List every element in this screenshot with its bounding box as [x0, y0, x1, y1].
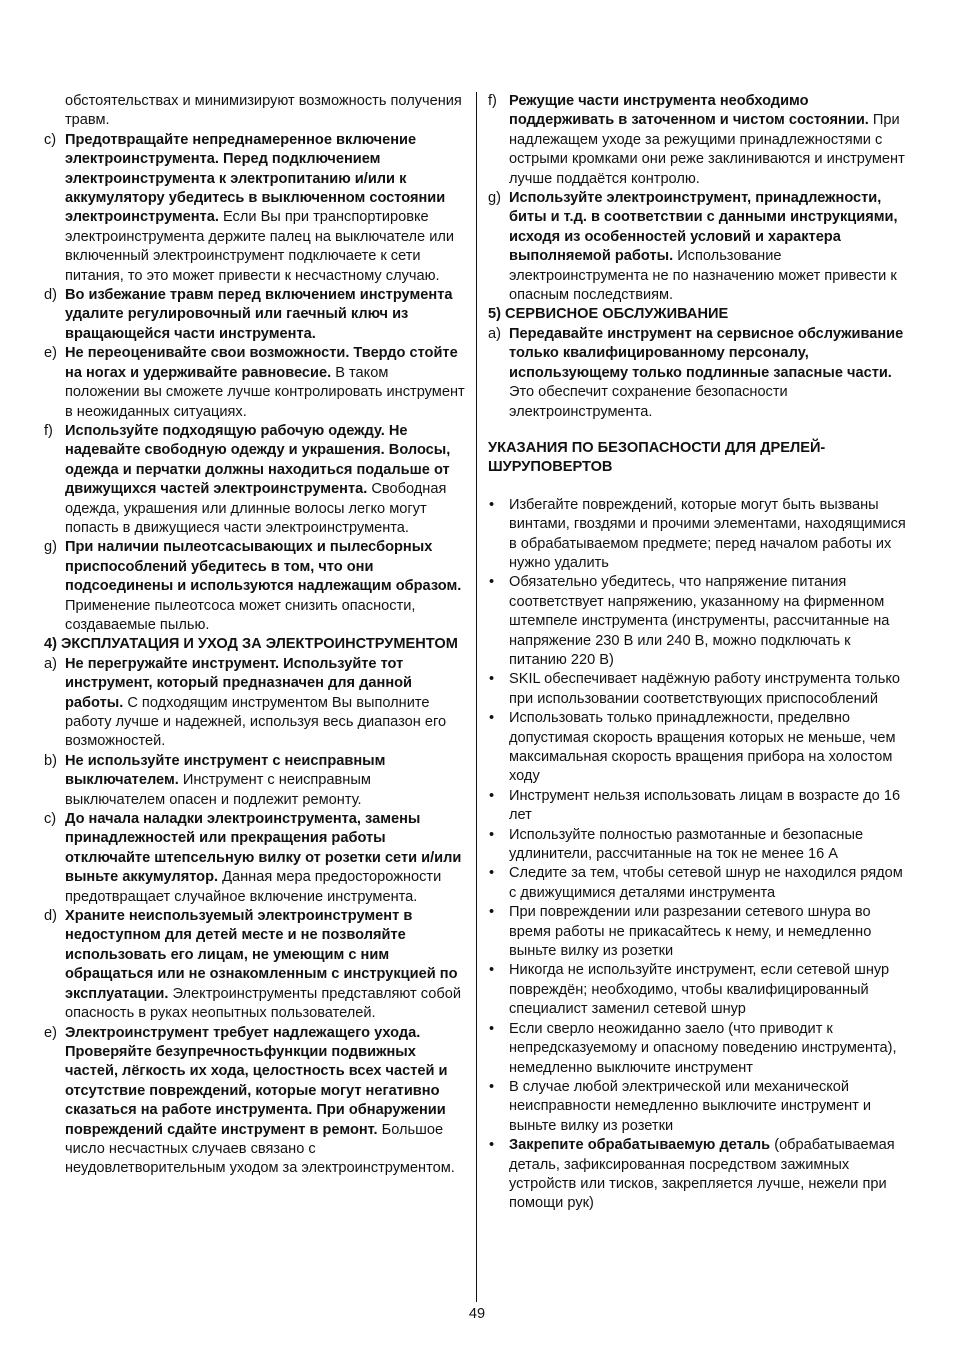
safety-heading: УКАЗАНИЯ ПО БЕЗОПАСНОСТИ ДЛЯ ДРЕЛЕЙ-ШУРУПОВЕРТОВ: [488, 439, 826, 476]
list-item: [44, 810, 466, 907]
list-instructions-section-5: [488, 325, 912, 422]
item-text: Это обеспечит сохранение безопасности электроинструмента.: [509, 384, 788, 420]
list-item: [44, 538, 466, 635]
item-marker: e): [44, 1024, 57, 1041]
list-item: [488, 189, 912, 305]
item-marker: a): [44, 655, 57, 672]
list-item: [44, 907, 466, 1023]
item-marker: c): [44, 131, 57, 148]
item-bold-text: Передавайте инструмент на сервисное обслуживание только квалифицированному персоналу, использующему только подлинные запасные части.: [509, 325, 904, 381]
item-text: (обрабатываемая деталь, зафиксированная посредством зажимных устройств или тисков, закрепляется лучше, нежели при помощи рук): [509, 1137, 895, 1212]
item-marker: d): [44, 908, 57, 925]
item-text: Данная мера предосторожности предотвращает случайное включение инструмента.: [65, 869, 442, 905]
item-bold-text: Электроинструмент требует надлежащего ухода. Проверяйте безупречностьфункции подвижных частей, лёгкость их хода, целостность всех частей и отсутствие повреждений, которые могут негативно сказаться на работе инструмента. При обнаружении повреждений сдайте инструмент в ремонт.: [65, 1024, 448, 1138]
item-bold-text: Используйте подходящую рабочую одежду. Не надевайте свободную одежду и украшения. Волосы, одежда и перчатки должны находиться подальше от движущихся частей электроинструмента.: [65, 422, 451, 498]
bullet-item: [488, 1020, 912, 1078]
item-marker: f): [488, 93, 497, 109]
item-bold-text: Закрепите обрабатываемую деталь: [509, 1137, 771, 1154]
item-bold-text: Режущие части инструмента необходимо поддерживать в заточенном и чистом состоянии.: [509, 93, 869, 129]
list-item: [488, 92, 912, 189]
item-bold-text: Используйте электроинструмент, принадлежности, биты и т.д. в соответствии с данными инструкциями, исходя из особенностей условий и характера выполняемой работы.: [509, 190, 898, 265]
item-marker: f): [44, 422, 53, 439]
item-text: Следите за тем, чтобы сетевой шнур не находился рядом с движущимися деталями инструмента: [509, 865, 903, 901]
item-text: При повреждении или разрезании сетевого шнура во время работы не прикасайтесь к нему, и немедленно выньте вилку из розетки: [509, 904, 872, 960]
left-column: [44, 92, 466, 1179]
bullet-marker: •: [489, 787, 495, 804]
item-marker: b): [44, 752, 57, 769]
bullet-marker: •: [489, 710, 495, 727]
bullet-marker: •: [489, 1137, 495, 1154]
list-item: [488, 325, 912, 422]
list-item: [44, 344, 466, 422]
item-marker: a): [488, 325, 501, 342]
item-text: Свободная одежда, украшения или длинные волосы легко могут попасть в движущиеся части электроинструмента.: [65, 481, 447, 536]
item-bold-text: Во избежание травм перед включением инструмента удалите регулировочный или гаечный ключ из вращающейся части инструмента.: [65, 287, 453, 342]
item-text: Если Вы при транспортировке электроинструмента держите палец на выключателе или включенный электроинструмент подключаете к сети питания, то это может привести к несчастному случаю.: [65, 209, 455, 284]
item-bold-text: Не перегружайте инструмент. Используйте тот инструмент, который предназначен для данной работы.: [65, 655, 413, 711]
bullet-marker: •: [489, 865, 495, 882]
item-bold-text: Храните неиспользуемый электроинструмент в недоступном для детей месте и не позволяйте использовать его лицам, не умеющим с ним обращаться или не ознакомленным с инструкцией по эксплуатации.: [65, 908, 458, 1002]
item-marker: e): [44, 345, 57, 362]
item-text: Обязательно убедитесь, что напряжение питания соответствует напряжению, указанному на фирменном штемпеле инструмента (инструменты, рассчитанные на напряжение 230 В или 240 В, можно подключать к питанию 220 В): [509, 574, 890, 668]
section-heading-4: 4) ЭКСПЛУАТАЦИЯ И УХОД ЗА ЭЛЕКТРОИНСТРУМЕНТОМ: [44, 636, 458, 653]
list-instructions-c-g: [44, 131, 466, 636]
bullet-marker: •: [489, 1020, 495, 1037]
item-bold-text: Не переоценивайте свои возможности. Твердо стойте на ногах и удерживайте равновесие.: [65, 345, 458, 381]
item-marker: d): [44, 287, 57, 304]
item-text: Большое число несчастных случаев связано с неудовлетворительным уходом за электроинструментом.: [65, 1121, 455, 1177]
bullet-item: [488, 573, 912, 670]
bullet-item: [488, 826, 912, 865]
item-bold-text: При наличии пылеотсасывающих и пылесборных приспособлений убедитесь в том, что они подсоединены и используются надлежащим образом.: [65, 539, 462, 595]
page-number: 49: [468, 1306, 486, 1322]
bullet-item: [488, 1078, 912, 1136]
item-text: Применение пылеотсоса может снизить опасности, создаваемые пылью.: [65, 597, 416, 633]
item-text: Использовать только принадлежности, пределвно допустимая скорость вращения которых не меньше, чем максимальная скорость вращения прибора на холостом ходу: [509, 710, 896, 785]
list-instructions-section-4: [44, 655, 466, 1179]
column-divider: [476, 92, 477, 1302]
bullet-marker: •: [489, 574, 495, 591]
item-text: Электроинструменты представляют собой опасность в руках неопытных пользователей.: [65, 985, 461, 1022]
bullet-item: [488, 1136, 912, 1214]
list-item: [44, 422, 466, 538]
item-text: Избегайте повреждений, которые могут быть вызваны винтами, гвоздями и прочими элементами, находящимися в обрабатываемом предмете; перед началом работы их нужно удалить: [509, 496, 906, 571]
item-text: Если сверло неожиданно заело (что приводит к непредсказуемому и опасному поведению инструмента), немедленно выключите инструмент: [509, 1020, 897, 1076]
item-text: SKIL обеспечивает надёжную работу инструмента только при использовании соответствующих приспособлений: [509, 671, 901, 707]
item-marker: g): [44, 539, 57, 556]
list-item: [44, 286, 466, 344]
item-marker: c): [44, 811, 57, 828]
item-bold-text: Предотвращайте непреднамеренное включение электроинструмента. Перед подключением электроинструмента к электропитанию и/или к аккумулятору убедитесь в выключенном состоянии электроинструмента.: [65, 131, 446, 226]
item-text: С подходящим инструментом Вы выполните работу лучше и надежней, используя весь диапазон его возможностей.: [65, 694, 447, 750]
bullet-item: [488, 903, 912, 961]
bullet-marker: •: [489, 1078, 495, 1095]
bullet-marker: •: [489, 826, 495, 843]
bullet-item: [488, 864, 912, 903]
item-marker: g): [488, 190, 501, 207]
continued-text: обстоятельствах и минимизируют возможность получения травм.: [65, 93, 462, 129]
bullet-marker: •: [489, 962, 495, 979]
bullet-marker: •: [489, 904, 495, 921]
item-text: В случае любой электрической или механической неисправности немедленно выключите инструмент и выньте вилку из розетки: [509, 1078, 872, 1134]
item-text: Никогда не используйте инструмент, если сетевой шнур повреждён; необходимо, чтобы квалифицированный специалист заменил сетевой шнур: [509, 962, 890, 1018]
item-text: Инструмент с неисправным выключателем опасен и подлежит ремонту.: [65, 772, 371, 808]
safety-bullet-list: [488, 496, 912, 1214]
list-item: [44, 752, 466, 810]
list-instructions-f-g: [488, 92, 912, 305]
bullet-item: [488, 787, 912, 826]
item-text: Использование электроинструмента не по назначению может привести к опасным последствиям.: [509, 248, 897, 304]
bullet-item: [488, 961, 912, 1019]
bullet-marker: •: [489, 496, 495, 513]
item-text: В таком положении вы сможете лучше контролировать инструмент в неожиданных ситуациях.: [65, 364, 465, 420]
list-item: [44, 1024, 466, 1179]
bullet-marker: •: [489, 671, 495, 688]
list-item: [44, 655, 466, 752]
list-item: [44, 131, 466, 286]
item-bold-text: Не используйте инструмент с неисправным выключателем.: [65, 752, 386, 789]
item-text: Инструмент нельзя использовать лицам в возрасте до 16 лет: [509, 787, 901, 824]
item-text: При надлежащем уходе за режущими принадлежностями с острыми кромками они реже заклиниваются и инструмент лучше поддаётся контролю.: [509, 112, 905, 187]
bullet-item: [488, 670, 912, 709]
right-column: [488, 92, 912, 1214]
item-bold-text: До начала наладки электроинструмента, замены принадлежностей или прекращения работы отключайте штепсельную вилку от розетки сети и/или выньте аккумулятор.: [65, 811, 462, 886]
section-heading-5: 5) СЕРВИСНОЕ ОБСЛУЖИВАНИЕ: [488, 306, 729, 323]
bullet-item: [488, 496, 912, 574]
bullet-item: [488, 709, 912, 787]
item-text: Используйте полностью размотанные и безопасные удлинители, рассчитанные на ток не менее 16 А: [509, 826, 864, 863]
